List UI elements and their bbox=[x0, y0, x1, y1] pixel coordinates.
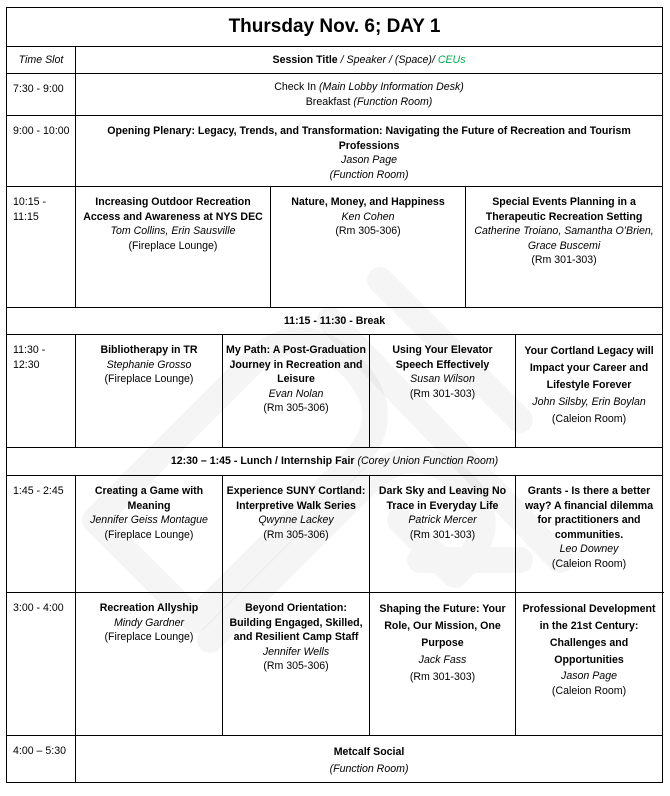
session-header bbox=[76, 47, 663, 74]
header-ceus: CEUs bbox=[437, 53, 466, 66]
time-slot: 7:30 - 9:00 bbox=[7, 74, 76, 116]
session-room: (Rm 301-303) bbox=[409, 528, 476, 541]
schedule-table bbox=[6, 7, 663, 783]
session-title: Nature, Money, and Happiness bbox=[291, 196, 445, 208]
session-row-3-00 bbox=[7, 593, 663, 736]
header-sep: / bbox=[386, 53, 395, 66]
breakfast-place: (Function Room) bbox=[353, 95, 433, 108]
session-speaker: Stephanie Grosso bbox=[106, 358, 192, 371]
session-speaker: Catherine Troiano, Samantha O’Brien, Grace Buscemi bbox=[474, 225, 654, 252]
lunch-row bbox=[7, 448, 663, 476]
session-title: Recreation Allyship bbox=[99, 602, 199, 614]
session-cell bbox=[370, 593, 516, 736]
session-speaker: Leo Downey bbox=[559, 543, 619, 556]
session-speaker: Tom Collins, Erin Sausville bbox=[110, 225, 236, 238]
session-title: Opening Plenary: Legacy, Trends, and Transformation: Navigating the Future of Recreation and Tourism Professions bbox=[107, 125, 631, 152]
session-room: (Fireplace Lounge) bbox=[104, 373, 194, 386]
session-speaker: Jennifer Geiss Montague bbox=[90, 514, 208, 527]
social-cell bbox=[76, 736, 663, 783]
session-cell bbox=[370, 476, 516, 593]
session-room: (Rm 305-306) bbox=[263, 402, 329, 415]
checkin-place: (Main Lobby Information Desk) bbox=[318, 81, 464, 93]
session-cell bbox=[76, 593, 223, 736]
header-space: (Space) bbox=[394, 53, 432, 66]
session-room: (Fireplace Lounge) bbox=[128, 239, 218, 252]
session-title: Your Cortland Legacy will Impact your Career and Lifestyle Forever bbox=[524, 345, 654, 391]
session-speaker: Jack Fass bbox=[418, 654, 467, 666]
session-cell bbox=[516, 335, 663, 448]
plenary-row bbox=[7, 116, 663, 187]
session-cell bbox=[76, 335, 223, 448]
time-slot: 9:00 - 10:00 bbox=[7, 116, 76, 187]
checkin-cell bbox=[76, 74, 663, 116]
lunch-cell bbox=[7, 448, 663, 476]
session-room: (Function Room) bbox=[329, 168, 409, 181]
session-title: Creating a Game with Meaning bbox=[94, 485, 204, 512]
schedule-page bbox=[6, 7, 662, 783]
checkin-label: Check In bbox=[274, 81, 319, 93]
session-room: (Rm 301-303) bbox=[409, 671, 476, 683]
session-speaker: Jason Page bbox=[341, 154, 397, 167]
session-room: (Caleion Room) bbox=[551, 684, 627, 697]
session-room: (Caleion Room) bbox=[551, 413, 627, 425]
session-row-1-45 bbox=[7, 476, 663, 593]
time-slot: 11:30 - 12:30 bbox=[7, 335, 76, 448]
time-slot: 4:00 – 5:30 bbox=[7, 736, 76, 783]
session-cell bbox=[223, 335, 370, 448]
session-speaker: Qwynne Lackey bbox=[258, 514, 334, 527]
session-cell bbox=[223, 476, 370, 593]
session-row-11-30 bbox=[7, 335, 663, 448]
time-slot: 10:15 - 11:15 bbox=[7, 187, 76, 308]
session-title: Experience SUNY Cortland: Interpretive Walk Series bbox=[226, 485, 366, 512]
header-speaker: Speaker bbox=[346, 53, 386, 66]
header-session-title: Session Title bbox=[272, 53, 338, 66]
social-place: (Function Room) bbox=[329, 763, 409, 775]
page-title: Thursday Nov. 6; DAY 1 bbox=[7, 8, 663, 47]
title-row bbox=[7, 8, 663, 47]
lunch-place: (Corey Union Function Room) bbox=[357, 455, 499, 468]
session-room: (Rm 301-303) bbox=[531, 254, 597, 267]
session-speaker: Jason Page bbox=[561, 670, 617, 682]
session-speaker: Evan Nolan bbox=[268, 387, 324, 400]
session-cell bbox=[76, 187, 271, 308]
session-room: (Rm 305-306) bbox=[263, 528, 329, 541]
plenary-cell bbox=[76, 116, 663, 187]
session-speaker: Susan Wilson bbox=[410, 373, 475, 386]
header-row bbox=[7, 47, 663, 74]
session-room: (Fireplace Lounge) bbox=[104, 631, 194, 644]
social-row bbox=[7, 736, 663, 783]
checkin-row bbox=[7, 74, 663, 116]
header-sep: / bbox=[431, 53, 438, 66]
session-speaker: Ken Cohen bbox=[341, 210, 395, 223]
session-cell bbox=[370, 335, 516, 448]
session-title: Using Your Elevator Speech Effectively bbox=[392, 344, 493, 371]
session-speaker: John Silsby, Erin Boylan bbox=[532, 396, 646, 408]
session-speaker: Patrick Mercer bbox=[408, 514, 477, 527]
session-cell bbox=[271, 187, 466, 308]
session-room: (Fireplace Lounge) bbox=[104, 528, 194, 541]
session-room: (Rm 305-306) bbox=[335, 225, 401, 238]
session-title: Shaping the Future: Your Role, Our Mission, One Purpose bbox=[379, 603, 506, 649]
social-title: Metcalf Social bbox=[333, 746, 405, 758]
session-title: Grants - Is there a better way? A financial dilemma for practitioners and communities. bbox=[524, 485, 654, 541]
session-cell bbox=[223, 593, 370, 736]
time-slot: 3:00 - 4:00 bbox=[7, 593, 76, 736]
session-title: Beyond Orientation: Building Engaged, Skilled, and Resilient Camp Staff bbox=[229, 602, 363, 644]
session-title: Special Events Planning in a Therapeutic Recreation Setting bbox=[485, 196, 643, 223]
session-cell bbox=[516, 593, 663, 736]
session-room: (Caleion Room) bbox=[551, 557, 627, 570]
breakfast-label: Breakfast bbox=[305, 95, 354, 108]
session-speaker: Jennifer Wells bbox=[262, 645, 330, 658]
session-title: Dark Sky and Leaving No Trace in Everyday Life bbox=[378, 485, 507, 512]
time-slot: 1:45 - 2:45 bbox=[7, 476, 76, 593]
session-speaker: Mindy Gardner bbox=[113, 616, 185, 629]
session-title: Professional Development in the 21st Century: Challenges and Opportunities bbox=[522, 603, 656, 666]
session-room: (Rm 305-306) bbox=[263, 660, 329, 673]
time-slot-header: Time Slot bbox=[7, 47, 76, 74]
break-row bbox=[7, 308, 663, 335]
header-sep: / bbox=[337, 53, 347, 66]
session-row-10-15 bbox=[7, 187, 663, 308]
session-title: Increasing Outdoor Recreation Access and Awareness at NYS DEC bbox=[83, 196, 263, 223]
break-label: 11:15 - 11:30 - Break bbox=[7, 308, 663, 335]
session-title: My Path: A Post-Graduation Journey in Recreation and Leisure bbox=[226, 344, 366, 386]
session-cell bbox=[516, 476, 663, 593]
session-room: (Rm 301-303) bbox=[409, 387, 476, 400]
lunch-label: 12:30 – 1:45 - Lunch / Internship Fair bbox=[170, 455, 358, 468]
session-cell bbox=[76, 476, 223, 593]
session-title: Bibliotherapy in TR bbox=[100, 344, 198, 356]
session-cell bbox=[466, 187, 663, 308]
